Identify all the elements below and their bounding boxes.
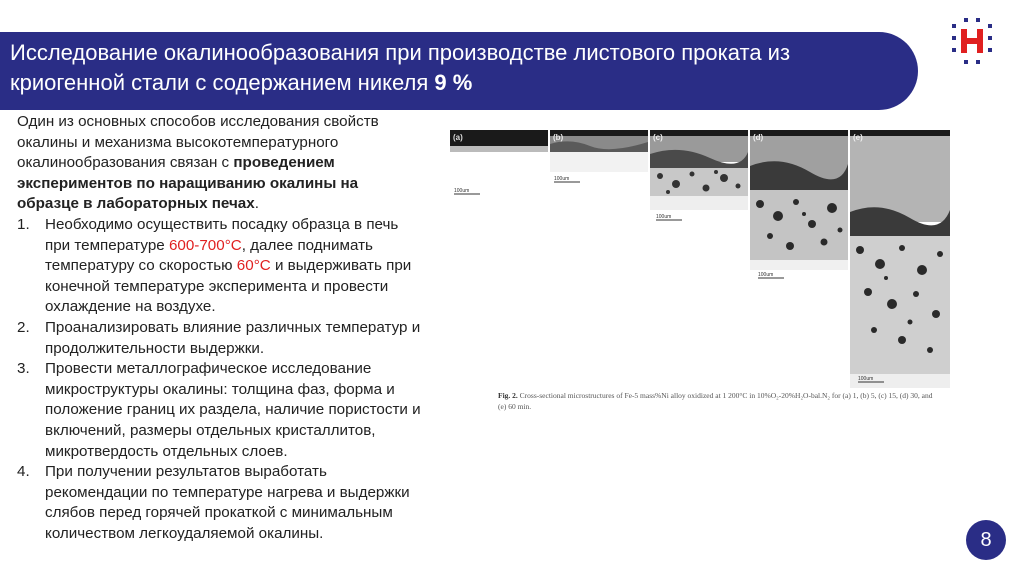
temperature-range: 600-700°C	[168, 236, 242, 254]
list-item	[17, 318, 422, 359]
list-number: 2.	[17, 318, 30, 336]
step-1-text-b: , далее поднимать температуру со скоростью	[45, 236, 373, 275]
panel-a	[450, 130, 548, 194]
title-line-2	[10, 68, 898, 98]
steps-list	[17, 215, 422, 545]
caption-label: Fig. 2.	[498, 391, 518, 400]
step-1-text-c: и выдерживать при конечной температуре эксперимента и провести охлаждение на воздухе.	[45, 257, 412, 316]
list-number: 1.	[17, 215, 30, 233]
panel-label: (e)	[853, 133, 863, 142]
scale-bar-label: 100um	[554, 176, 570, 182]
panel-e	[850, 130, 950, 388]
panel-label: (b)	[553, 133, 564, 142]
title-banner	[0, 32, 918, 110]
intro-paragraph	[17, 112, 422, 215]
caption-text: Cross-sectional microstructures of Fe-5 mass%Ni alloy oxidized at 1 200°C in 10%O₂-20%H₂O-bal.N₂ for (a) 1, (b) 5, (c) 15, (d) 30, and (e) 60 min.	[498, 391, 933, 411]
micrograph-figure	[440, 124, 960, 434]
list-item	[17, 462, 422, 544]
step-1-text-a: Необходимо осуществить посадку образца в печь при температуре	[45, 215, 399, 254]
panel-label: (c)	[653, 133, 663, 142]
list-number: 4.	[17, 463, 30, 481]
logo-icon	[946, 16, 996, 66]
step-text: Провести металлографическое исследование микроструктуры окалины: толщина фаз, форма и положение границ их раздела, наличие пористости и включений, размеры отдельных кристаллитов, микротвердость отдельных слоев.	[45, 360, 421, 460]
list-number: 3.	[17, 360, 30, 378]
scale-bar-label: 100um	[454, 188, 470, 194]
step-text: При получении результатов выработать рекомендации по температуре нагрева и выдержки слябов перед горячей прокаткой с минимальным количеством легкоудаляемой окалины.	[45, 463, 410, 542]
title-line-1: Исследование окалинообразования при производстве листового проката из	[10, 40, 791, 65]
title-nickel-percent: 9 %	[434, 70, 473, 95]
intro-bold: проведением экспериментов по наращиванию окалины на образце в лабораторных печах	[17, 154, 359, 213]
title-line-2-text: криогенной стали с содержанием никеля	[10, 70, 435, 95]
figure-caption	[498, 390, 938, 412]
panel-d	[750, 130, 848, 278]
panel-label: (a)	[453, 133, 463, 142]
list-item	[17, 215, 422, 318]
step-text: Проанализировать влияние различных температур и продолжительности выдержки.	[45, 318, 421, 357]
list-item	[17, 359, 422, 462]
scale-bar-label: 100um	[858, 376, 874, 382]
intro-end: .	[254, 195, 259, 213]
panel-c	[650, 130, 748, 220]
page-number-badge: 8	[966, 520, 1006, 560]
scale-bar-label: 100um	[758, 272, 774, 278]
body-text	[17, 112, 422, 544]
panel-label: (d)	[753, 133, 764, 142]
scale-bar-label: 100um	[656, 214, 672, 220]
panel-b	[550, 130, 648, 182]
intro-text: Один из основных способов исследования свойств окалины и механизма высокотемпературного окалинообразования связан с	[17, 113, 379, 172]
heating-rate: 60°C	[236, 257, 271, 275]
